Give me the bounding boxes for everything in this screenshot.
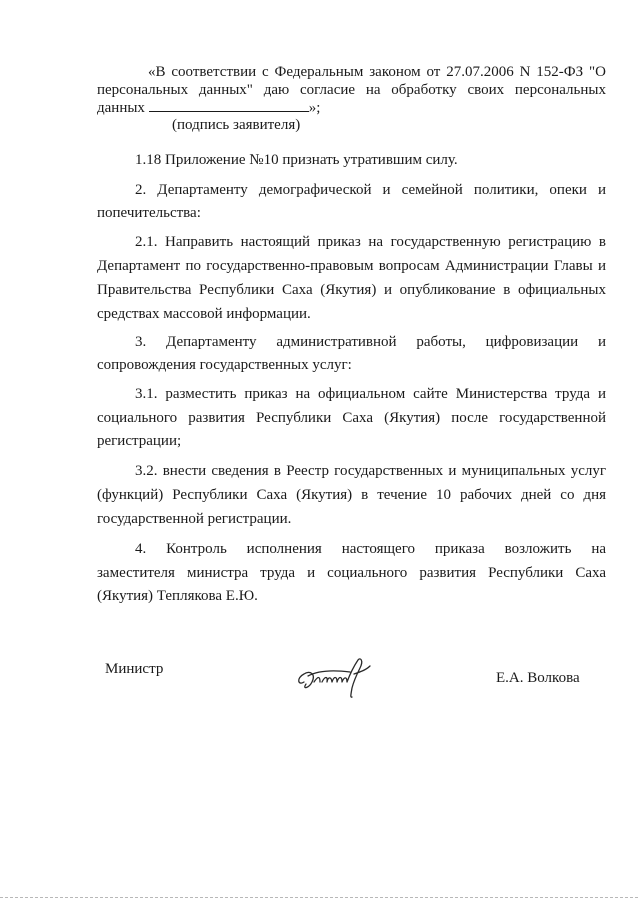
item-3-2-line-3: государственной регистрации. xyxy=(97,511,292,527)
item-2-line-1: 2. Департаменту демографической и семейной политики, опеки и xyxy=(135,182,606,198)
item-3-1-line-3: регистрации; xyxy=(97,433,182,449)
item-3-1-line-2: социального развития Республики Саха (Якутия) после государственной xyxy=(97,410,606,426)
item-3-2-line-1: 3.2. внести сведения в Реестр государственных и муниципальных услуг xyxy=(135,463,606,479)
item-2-1-line-1: 2.1. Направить настоящий приказ на государственную регистрацию в xyxy=(135,234,606,250)
item-3-1-line-1: 3.1. разместить приказ на официальном сайте Министерства труда и xyxy=(135,386,606,402)
item-3-2-line-2: (функций) Республики Саха (Якутия) в течение 10 рабочих дней со дня xyxy=(97,487,606,503)
handwritten-signature-icon xyxy=(294,652,378,700)
item-2-1-line-3: Правительства Республики Саха (Якутия) и опубликование в официальных xyxy=(97,282,606,298)
page-bottom-edge xyxy=(0,897,640,898)
consent-line-3 xyxy=(97,99,606,117)
item-4-line-1: 4. Контроль исполнения настоящего приказа возложить на xyxy=(135,541,606,557)
item-2-line-2: попечительства: xyxy=(97,205,201,221)
signer-name: Е.А. Волкова xyxy=(496,670,580,686)
signer-position: Министр xyxy=(105,661,164,677)
item-4-line-3: (Якутия) Теплякова Е.Ю. xyxy=(97,588,258,604)
consent-line-3-suffix: »; xyxy=(308,100,321,116)
item-3-line-2: сопровождения государственных услуг: xyxy=(97,357,352,373)
consent-line-2: персональных данных" даю согласие на обработку своих персональных xyxy=(97,82,606,98)
signature-blank-line xyxy=(149,99,309,112)
signature-caption: (подпись заявителя) xyxy=(172,117,301,133)
item-1-18: 1.18 Приложение №10 признать утратившим силу. xyxy=(135,152,458,168)
consent-line-3-prefix: данных xyxy=(97,100,145,116)
item-3-line-1: 3. Департаменту административной работы, цифровизации и xyxy=(135,334,606,350)
consent-line-1: «В соответствии с Федеральным законом от 27.07.2006 N 152-ФЗ "О xyxy=(148,64,606,80)
item-4-line-2: заместителя министра труда и социального развития Республики Саха xyxy=(97,565,606,581)
item-2-1-line-4: средствах массовой информации. xyxy=(97,306,311,322)
item-2-1-line-2: Департамент по государственно-правовым вопросам Администрации Главы и xyxy=(97,258,606,274)
